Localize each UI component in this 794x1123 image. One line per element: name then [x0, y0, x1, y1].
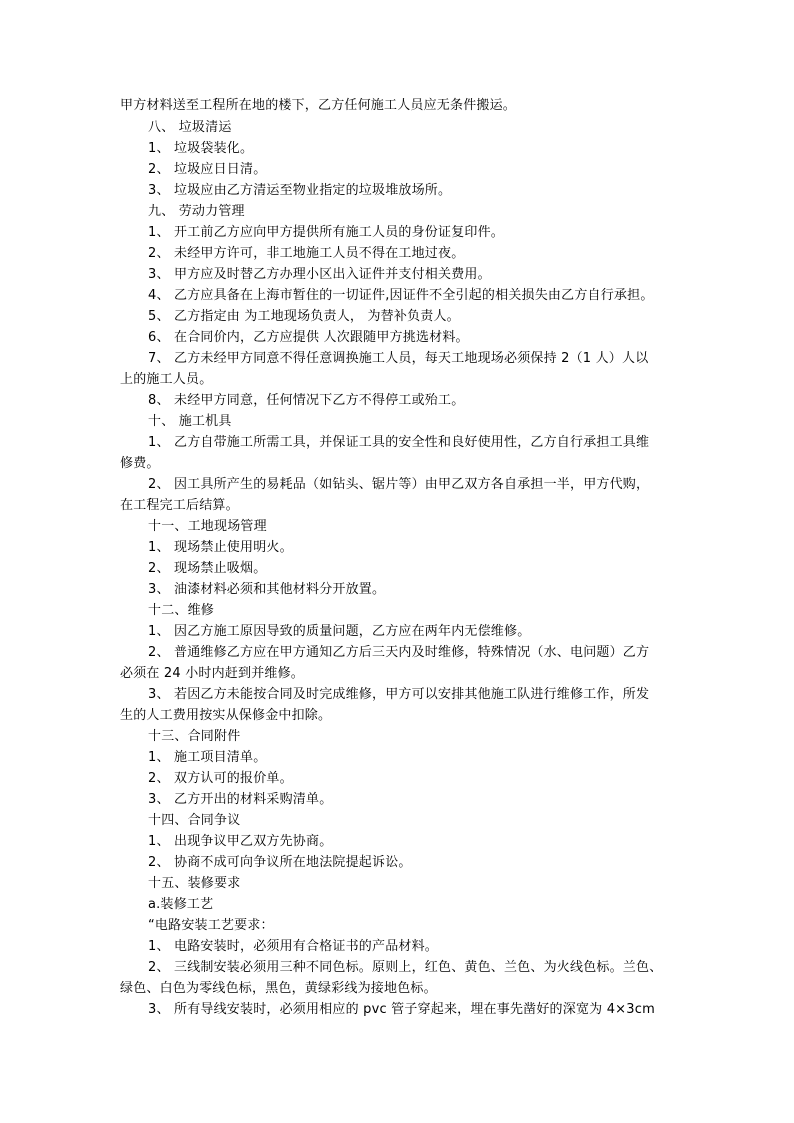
text-line-19: 2、 因工具所产生的易耗品（如钻头、锯片等）由甲乙双方各自承担一半，甲方代购，	[148, 477, 650, 492]
text-line-8: 2、 未经甲方许可，非工地施工人员不得在工地过夜。	[148, 246, 465, 261]
text-line-1: 甲方材料送至工程所在地的楼下，乙方任何施工人员应无条件搬运。	[120, 98, 517, 113]
text-line-24: 3、 油漆材料必须和其他材料分开放置。	[148, 582, 386, 597]
text-line-34: 3、 乙方开出的材料采购清单。	[148, 792, 333, 807]
text-line-37: 2、 协商不成可向争议所在地法院提起诉讼。	[148, 855, 412, 870]
section-heading-8: 八、 垃圾清运	[148, 120, 232, 135]
text-line-13: 7、 乙方未经甲方同意不得任意调换施工人员，每天工地现场必须保持 2（1 人）人以	[148, 351, 649, 366]
text-line-44: 3、 所有导线安装时，必须用相应的 pvc 管子穿起来，埋在事先凿好的深宽为 4×3cm	[148, 1002, 655, 1017]
text-line-17: 1、 乙方自带施工所需工具，并保证工具的安全性和良好使用性，乙方自行承担工具维	[148, 435, 650, 450]
text-line-26: 1、 因乙方施工原因导致的质量问题，乙方应在两年内无偿维修。	[148, 624, 531, 639]
text-line-33: 2、 双方认可的报价单。	[148, 771, 293, 786]
section-heading-11: 十一、工地现场管理	[148, 519, 267, 534]
text-line-12: 6、 在合同价内，乙方应提供 人次跟随甲方挑选材料。	[148, 330, 469, 345]
text-line-10: 4、 乙方应具备在上海市暂住的一切证件,因证件不全引起的相关损失由乙方自行承担。	[148, 288, 654, 303]
text-line-32: 1、 施工项目清单。	[148, 750, 267, 765]
text-line-40: “电路安装工艺要求：	[148, 918, 274, 933]
section-heading-13: 十三、合同附件	[148, 729, 241, 744]
section-heading-9: 九、 劳动力管理	[148, 204, 245, 219]
text-line-30: 生的人工费用按实从保修金中扣除。	[120, 708, 332, 723]
subsection-heading: a.装修工艺	[148, 897, 214, 912]
text-line-42: 2、 三线制安装必须用三种不同色标。原则上，红色、黄色、兰色、为火线色标。兰色、	[148, 960, 663, 975]
text-line-11: 5、 乙方指定由 为工地现场负责人， 为替补负责人。	[148, 309, 460, 324]
text-line-29: 3、 若因乙方未能按合同及时完成维修，甲方可以安排其他施工队进行维修工作，所发	[148, 687, 650, 702]
text-line-14: 上的施工人员。	[120, 372, 213, 387]
text-line-43: 绿色、白色为零线色标，黑色，黄绿彩线为接地色标。	[120, 981, 437, 996]
text-line-27: 2、 普通维修乙方应在甲方通知乙方后三天内及时维修，特殊情况（水、电问题）乙方	[148, 645, 650, 660]
text-line-7: 1、 开工前乙方应向甲方提供所有施工人员的身份证复印件。	[148, 225, 505, 240]
text-line-36: 1、 出现争议甲乙双方先协商。	[148, 834, 333, 849]
text-line-22: 1、 现场禁止使用明火。	[148, 540, 293, 555]
text-line-41: 1、 电路安装时，必须用有合格证书的产品材料。	[148, 939, 439, 954]
text-line-18: 修费。	[120, 456, 160, 471]
text-line-28: 必须在 24 小时内赶到并维修。	[120, 666, 305, 681]
text-line-23: 2、 现场禁止吸烟。	[148, 561, 267, 576]
text-line-9: 3、 甲方应及时替乙方办理小区出入证件并支付相关费用。	[148, 267, 491, 282]
section-heading-14: 十四、合同争议	[148, 813, 241, 828]
section-heading-12: 十二、维修	[148, 603, 215, 618]
text-line-5: 3、 垃圾应由乙方清运至物业指定的垃圾堆放场所。	[148, 183, 452, 198]
text-line-4: 2、 垃圾应日日清。	[148, 162, 267, 177]
section-heading-10: 十、 施工机具	[148, 414, 232, 429]
section-heading-15: 十五、装修要求	[148, 876, 241, 891]
text-line-3: 1、 垃圾袋装化。	[148, 141, 254, 156]
text-line-15: 8、 未经甲方同意，任何情况下乙方不得停工或殆工。	[148, 393, 465, 408]
text-line-20: 在工程完工后结算。	[120, 498, 239, 513]
